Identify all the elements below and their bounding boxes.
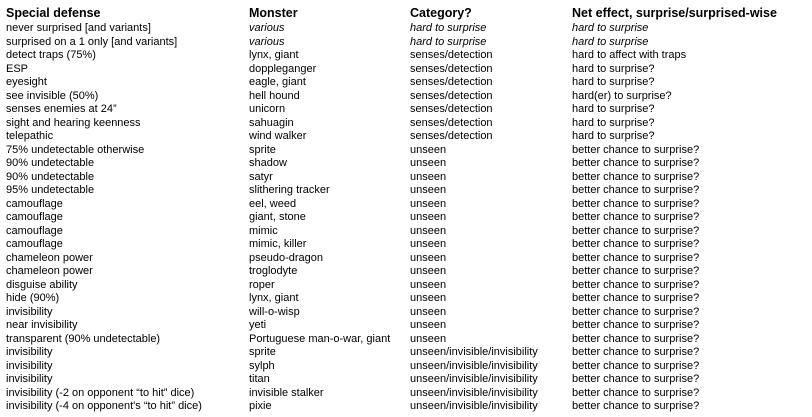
cell-category: unseen xyxy=(410,332,447,345)
cell-category: unseen/invisible/invisibility xyxy=(410,386,538,399)
cell-category: unseen xyxy=(410,292,447,304)
cell-net-effect: hard to surprise? xyxy=(572,76,655,88)
cell-special-defense: invisibility xyxy=(6,346,53,358)
cell-monster: sprite xyxy=(249,346,276,358)
cell-monster: yeti xyxy=(249,319,267,331)
header-special-defense: Special defense xyxy=(6,6,101,20)
cell-category: senses/detection xyxy=(410,89,493,102)
cell-special-defense: eyesight xyxy=(6,76,47,88)
table-row xyxy=(6,292,806,306)
cell-category: hard to surprise xyxy=(410,22,487,34)
cell-special-defense: sight and hearing keenness xyxy=(6,116,141,129)
cell-special-defense: camouflage xyxy=(6,224,63,237)
cell-net-effect: better chance to surprise? xyxy=(572,400,700,412)
cell-net-effect: better chance to surprise? xyxy=(572,251,700,264)
table-row xyxy=(6,36,806,50)
cell-net-effect: better chance to surprise? xyxy=(572,292,700,304)
table-row xyxy=(6,279,806,293)
special-defense-table xyxy=(6,5,806,414)
cell-monster: unicorn xyxy=(249,103,286,115)
cell-category: unseen xyxy=(410,319,447,331)
header-net-effect: Net effect, surprise/surprised-wise xyxy=(572,6,777,20)
cell-special-defense: invisibility xyxy=(6,373,53,385)
cell-special-defense: camouflage xyxy=(6,238,63,250)
cell-category: senses/detection xyxy=(410,103,493,115)
cell-category: unseen xyxy=(410,224,447,237)
cell-special-defense: detect traps (75%) xyxy=(6,49,96,61)
cell-special-defense: near invisibility xyxy=(6,319,78,331)
cell-category: unseen xyxy=(410,143,447,156)
cell-special-defense: invisibility xyxy=(6,305,53,318)
cell-special-defense: hide (90%) xyxy=(6,292,60,304)
cell-monster: lynx, giant xyxy=(249,49,299,61)
table-row xyxy=(6,252,806,266)
cell-special-defense: telepathic xyxy=(6,130,54,142)
table-row xyxy=(6,238,806,252)
table-row xyxy=(6,360,806,374)
cell-monster: mimic xyxy=(249,224,278,237)
table-row xyxy=(6,198,806,212)
cell-monster: satyr xyxy=(249,170,273,183)
cell-net-effect: better chance to surprise? xyxy=(572,184,700,196)
cell-monster: pseudo-dragon xyxy=(249,251,324,264)
cell-net-effect: hard to surprise? xyxy=(572,116,655,129)
cell-category: unseen xyxy=(410,211,447,223)
table-body xyxy=(6,22,806,414)
cell-monster: giant, stone xyxy=(249,211,306,223)
cell-special-defense: ESP xyxy=(6,62,29,75)
cell-special-defense: 75% undetectable otherwise xyxy=(6,143,145,156)
cell-monster: wind walker xyxy=(249,130,307,142)
cell-net-effect: better chance to surprise? xyxy=(572,319,700,331)
cell-category: unseen/invisible/invisibility xyxy=(410,346,538,358)
table-row xyxy=(6,90,806,104)
cell-monster: eagle, giant xyxy=(249,76,306,88)
cell-net-effect: better chance to surprise? xyxy=(572,359,700,372)
cell-category: senses/detection xyxy=(410,76,493,88)
cell-special-defense: 90% undetectable xyxy=(6,157,95,169)
table-row xyxy=(6,306,806,320)
cell-monster: lynx, giant xyxy=(249,292,299,304)
cell-monster: troglodyte xyxy=(249,265,298,277)
cell-net-effect: hard to surprise? xyxy=(572,103,655,115)
cell-category: unseen/invisible/invisibility xyxy=(410,400,538,412)
cell-category: unseen xyxy=(410,184,447,196)
table-row xyxy=(6,103,806,117)
cell-net-effect: better chance to surprise? xyxy=(572,373,700,385)
cell-special-defense: chameleon power xyxy=(6,265,93,277)
table-row xyxy=(6,225,806,239)
table-row xyxy=(6,157,806,171)
table-row xyxy=(6,346,806,360)
cell-net-effect: better chance to surprise? xyxy=(572,170,700,183)
cell-monster: titan xyxy=(249,373,270,385)
cell-special-defense: transparent (90% undetectable) xyxy=(6,332,161,345)
cell-net-effect: better chance to surprise? xyxy=(572,238,700,250)
cell-category: senses/detection xyxy=(410,116,493,129)
cell-special-defense: 95% undetectable xyxy=(6,184,95,196)
cell-special-defense: chameleon power xyxy=(6,251,93,264)
cell-category: senses/detection xyxy=(410,49,493,61)
table-row xyxy=(6,117,806,131)
table-row xyxy=(6,76,806,90)
cell-special-defense: invisibility (-4 on opponent's “to hit” dice) xyxy=(6,400,202,412)
cell-monster: will-o-wisp xyxy=(249,305,300,318)
cell-monster: eel, weed xyxy=(249,197,297,210)
table-row xyxy=(6,63,806,77)
cell-monster: sahuagin xyxy=(249,116,294,129)
cell-special-defense: camouflage xyxy=(6,211,63,223)
table-row xyxy=(6,387,806,401)
cell-special-defense: camouflage xyxy=(6,197,63,210)
table-row xyxy=(6,184,806,198)
cell-net-effect: hard to surprise? xyxy=(572,62,655,75)
cell-net-effect: better chance to surprise? xyxy=(572,386,700,399)
cell-category: unseen xyxy=(410,265,447,277)
cell-monster: sprite xyxy=(249,143,276,156)
cell-category: senses/detection xyxy=(410,130,493,142)
cell-net-effect: better chance to surprise? xyxy=(572,265,700,277)
cell-monster: various xyxy=(249,22,285,34)
cell-category: hard to surprise xyxy=(410,35,487,48)
cell-special-defense: invisibility xyxy=(6,359,53,372)
cell-category: unseen xyxy=(410,197,447,210)
table-row xyxy=(6,400,806,414)
cell-monster: various xyxy=(249,35,285,48)
cell-special-defense: never surprised [and variants] xyxy=(6,22,151,34)
cell-category: unseen xyxy=(410,305,447,318)
cell-monster: Portuguese man-o-war, giant xyxy=(249,332,391,345)
table-row xyxy=(6,171,806,185)
cell-monster: pixie xyxy=(249,400,272,412)
cell-net-effect: hard to surprise? xyxy=(572,130,655,142)
table-row xyxy=(6,22,806,36)
cell-monster: sylph xyxy=(249,359,275,372)
cell-special-defense: disguise ability xyxy=(6,278,78,291)
cell-net-effect: better chance to surprise? xyxy=(572,143,700,156)
table-row xyxy=(6,49,806,63)
cell-net-effect: better chance to surprise? xyxy=(572,224,700,237)
cell-special-defense: surprised on a 1 only [and variants] xyxy=(6,35,178,48)
table-row xyxy=(6,319,806,333)
cell-monster: hell hound xyxy=(249,89,300,102)
cell-monster: mimic, killer xyxy=(249,238,307,250)
table-row xyxy=(6,373,806,387)
cell-category: unseen xyxy=(410,238,447,250)
cell-special-defense: 90% undetectable xyxy=(6,170,95,183)
header-row xyxy=(6,5,806,22)
cell-net-effect: hard to affect with traps xyxy=(572,49,687,61)
cell-category: unseen xyxy=(410,278,447,291)
cell-category: unseen xyxy=(410,157,447,169)
cell-category: senses/detection xyxy=(410,62,493,75)
table-row xyxy=(6,211,806,225)
cell-special-defense: invisibility (-2 on opponent “to hit” dice) xyxy=(6,386,195,399)
cell-net-effect: better chance to surprise? xyxy=(572,278,700,291)
table-row xyxy=(6,144,806,158)
cell-net-effect: better chance to surprise? xyxy=(572,157,700,169)
cell-net-effect: hard(er) to surprise? xyxy=(572,89,672,102)
cell-net-effect: hard to surprise xyxy=(572,35,649,48)
cell-category: unseen xyxy=(410,251,447,264)
cell-special-defense: see invisible (50%) xyxy=(6,89,99,102)
cell-net-effect: better chance to surprise? xyxy=(572,197,700,210)
cell-net-effect: better chance to surprise? xyxy=(572,211,700,223)
cell-monster: invisible stalker xyxy=(249,386,324,399)
table-row xyxy=(6,130,806,144)
cell-monster: slithering tracker xyxy=(249,184,330,196)
cell-monster: shadow xyxy=(249,157,287,169)
cell-monster: doppleganger xyxy=(249,62,317,75)
cell-special-defense: senses enemies at 24” xyxy=(6,103,117,115)
cell-net-effect: hard to surprise xyxy=(572,22,649,34)
header-category: Category? xyxy=(410,6,472,20)
cell-net-effect: better chance to surprise? xyxy=(572,305,700,318)
table-row xyxy=(6,333,806,347)
cell-category: unseen/invisible/invisibility xyxy=(410,373,538,385)
cell-category: unseen xyxy=(410,170,447,183)
table-row xyxy=(6,265,806,279)
header-monster: Monster xyxy=(249,6,298,20)
cell-monster: roper xyxy=(249,278,275,291)
cell-category: unseen/invisible/invisibility xyxy=(410,359,538,372)
cell-net-effect: better chance to surprise? xyxy=(572,346,700,358)
cell-net-effect: better chance to surprise? xyxy=(572,332,700,345)
